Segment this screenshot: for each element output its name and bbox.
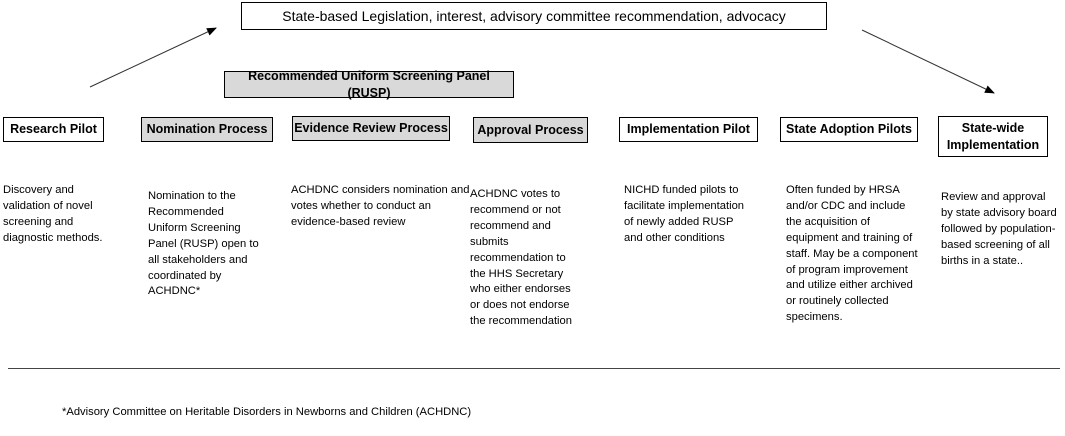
stage-label: Approval Process: [477, 122, 584, 137]
stage-box-nomination-process: [141, 117, 273, 142]
stage-box-implementation-pilot: [619, 117, 758, 142]
stage-label: Nomination Process: [146, 122, 268, 137]
rusp-label: Recommended Uniform Screening Panel (RUSP): [248, 68, 490, 100]
stage-description-state-wide-implementation: Review and approval by state advisory board followed by population-based screening of all births in a state..: [941, 191, 1057, 267]
stage-label: Research Pilot: [10, 122, 97, 137]
arrow-left-up: [90, 28, 216, 87]
stage-description-evidence-review-process: ACHDNC considers nomination and votes whether to conduct an evidence-based review: [291, 184, 470, 228]
top-banner-box: [241, 2, 827, 30]
stage-box-evidence-review-process: [292, 116, 450, 141]
arrow-right-down: [862, 30, 994, 93]
rusp-box: [224, 68, 514, 100]
stage-box-state-wide-implementation: [938, 116, 1048, 157]
stage-description-approval-process: ACHDNC votes to recommend or not recommend and submits recommendation to the HHS Secretary who either endorses or does not endorse the recommendation: [470, 188, 572, 328]
top-banner-text: State-based Legislation, interest, advisory committee recommendation, advocacy: [282, 8, 786, 24]
stage-label: Evidence Review Process: [294, 121, 448, 136]
divider-line: [8, 368, 1060, 369]
footnote: *Advisory Committee on Heritable Disorders in Newborns and Children (ACHDNC): [62, 406, 472, 418]
stage-description-nomination-process: Nomination to the Recommended Uniform Screening Panel (RUSP) open to all stakeholders and coordinated by ACHDNC*: [148, 190, 259, 298]
stage-box-approval-process: [473, 117, 588, 143]
stage-label: Implementation Pilot: [627, 122, 750, 137]
stage-description-implementation-pilot: NICHD funded pilots to facilitate implementation of newly added RUSP and other conditions: [624, 184, 745, 244]
stage-label: State-wide Implementation: [946, 120, 1040, 152]
stage-box-state-adoption-pilots: [780, 117, 918, 142]
stage-description-research-pilot: Discovery and validation of novel screening and diagnostic methods.: [3, 184, 103, 244]
stage-label: State Adoption Pilots: [786, 122, 912, 137]
stage-description-state-adoption-pilots: Often funded by HRSA and/or CDC and include the acquisition of equipment and training of staff. May be a component of program improvement and utilize either archived or routinely collected specimens.: [786, 184, 918, 324]
stage-box-research-pilot: [3, 117, 104, 142]
